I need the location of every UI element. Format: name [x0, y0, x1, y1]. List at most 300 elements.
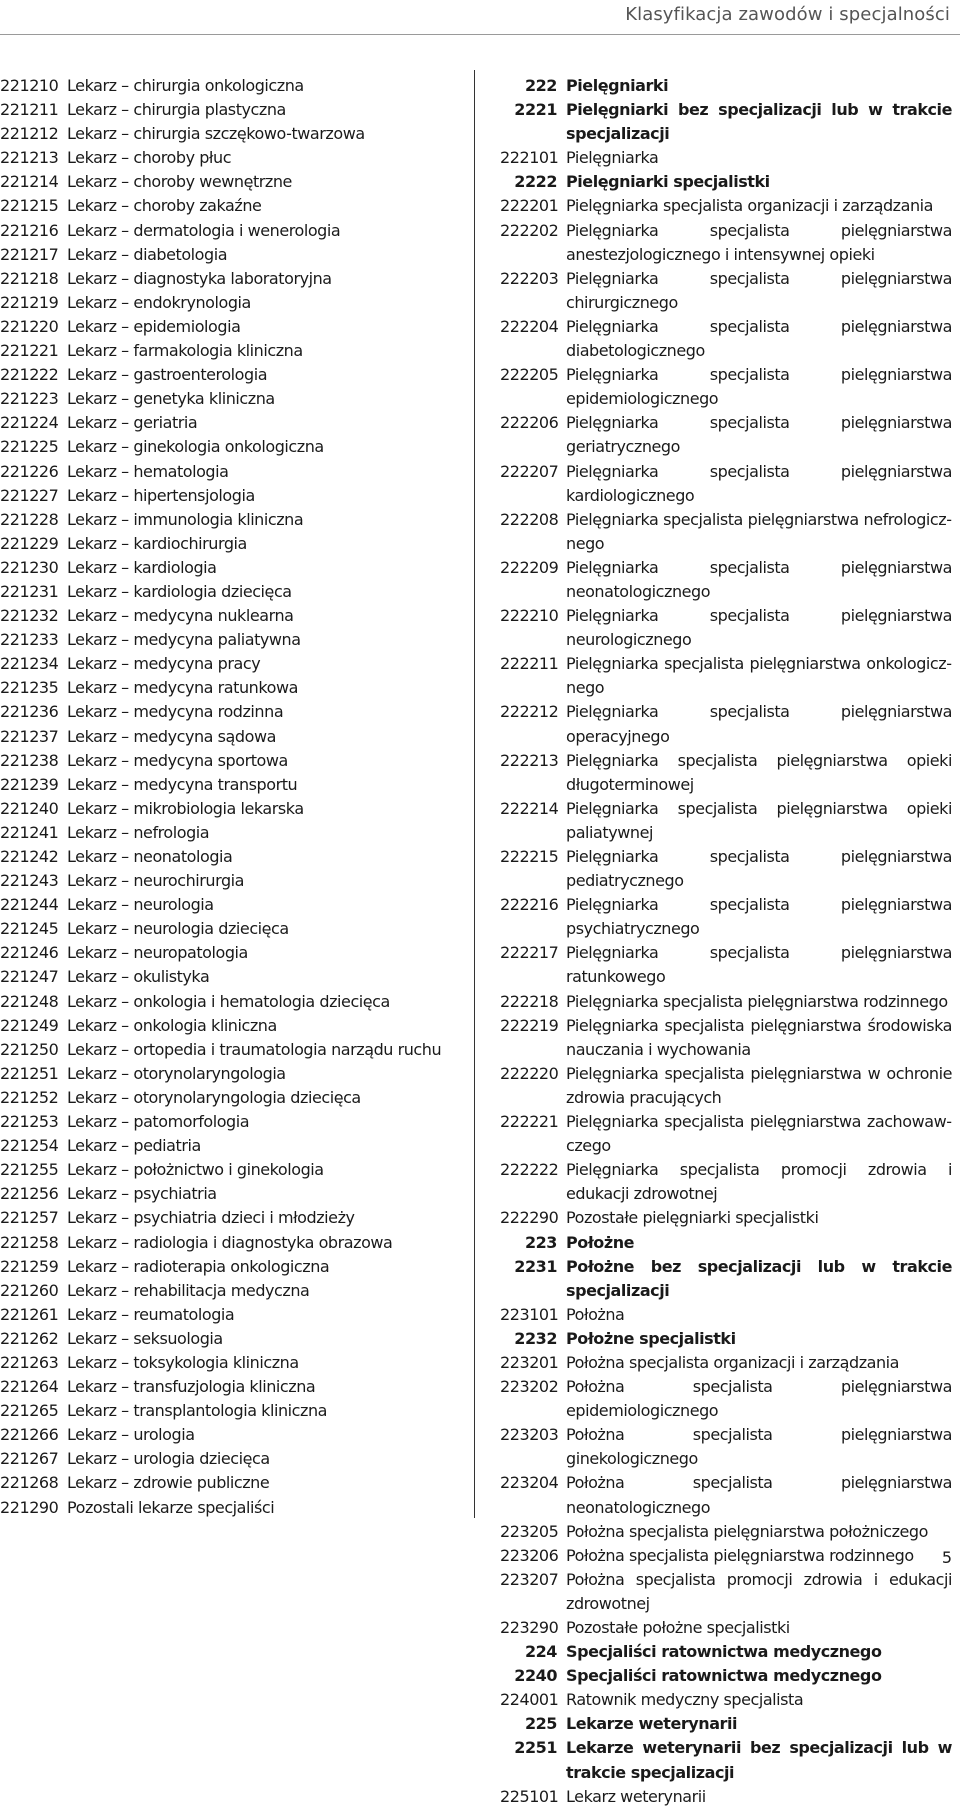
occupation-label: Pielęgniarka specjalista pielęgniarstwa opieki paliatywnej — [566, 798, 952, 842]
occupation-code: 223204 — [500, 1473, 559, 1493]
occupation-code: 222211 — [500, 654, 559, 674]
occupation-label: Lekarz – nefrologia — [67, 822, 210, 842]
occupation-label: Lekarz – reumatologia — [67, 1304, 235, 1324]
occupation-row — [0, 532, 468, 556]
occupation-row — [0, 556, 468, 580]
occupation-label: Lekarze weterynarii — [566, 1714, 738, 1734]
occupation-row — [0, 363, 468, 387]
occupation-code: 221253 — [0, 1112, 59, 1132]
occupation-row — [0, 1255, 468, 1279]
occupation-row — [0, 797, 468, 821]
occupation-code: 221221 — [0, 341, 59, 361]
occupation-label: Lekarz – urologia — [67, 1425, 195, 1445]
occupation-label: Położna specjalista pielęgniarstwa rodzinnego — [566, 1545, 914, 1565]
occupation-row — [0, 652, 468, 676]
occupation-row — [0, 146, 468, 170]
occupation-row — [0, 1086, 468, 1110]
page-number: 5 — [941, 1548, 952, 1567]
occupation-row — [0, 1496, 468, 1520]
occupation-code: 221241 — [0, 822, 59, 842]
occupation-code: 2251 — [514, 1738, 557, 1758]
occupation-code: 221213 — [0, 148, 59, 168]
occupation-code: 221226 — [0, 461, 59, 481]
occupation-code: 2240 — [514, 1666, 557, 1686]
occupation-label: Lekarz – gastroenterologia — [67, 365, 268, 385]
occupation-row — [500, 460, 952, 508]
occupation-row — [0, 315, 468, 339]
occupation-code: 2221 — [514, 100, 557, 120]
occupation-row — [500, 1568, 952, 1616]
occupation-row — [500, 700, 952, 748]
group-heading-row — [500, 1327, 952, 1351]
occupation-row — [0, 869, 468, 893]
occupation-row — [0, 893, 468, 917]
occupation-label: Lekarz – okulistyka — [67, 967, 210, 987]
occupation-code: 222203 — [500, 268, 559, 288]
occupation-label: Lekarz – seksuologia — [67, 1328, 223, 1348]
occupation-row — [500, 990, 952, 1014]
occupation-label: Pielęgniarka specjalista pielęgniarstwa opieki długoterminowej — [566, 750, 952, 794]
occupation-row — [500, 941, 952, 989]
occupation-label: Lekarz – hipertensjologia — [67, 485, 255, 505]
occupation-label: Pielęgniarka specjalista organizacji i zarządzania — [566, 196, 934, 216]
occupation-code: 222290 — [500, 1208, 559, 1228]
occupation-label: Lekarz – onkologia i hematologia dziecięca — [67, 991, 390, 1011]
occupation-label: Lekarz – kardiologia — [67, 557, 217, 577]
occupation-label: Pielęgniarka specjalista pielęgniarstwa onkologicznego — [566, 654, 952, 698]
occupation-row — [0, 1327, 468, 1351]
occupation-label: Specjaliści ratownictwa medycznego — [566, 1666, 882, 1686]
occupation-label: Pielęgniarka specjalista pielęgniarstwa neurologicznego — [566, 606, 952, 650]
occupation-label: Lekarze weterynarii bez specjalizacji lub w trakcie specjalizacji — [566, 1738, 952, 1782]
occupation-row — [0, 990, 468, 1014]
occupation-code: 222209 — [500, 557, 559, 577]
occupation-code: 221261 — [0, 1304, 59, 1324]
occupation-row — [500, 1351, 952, 1375]
occupation-code: 221234 — [0, 654, 59, 674]
occupation-row — [0, 628, 468, 652]
occupation-row — [0, 1303, 468, 1327]
occupation-code: 222101 — [500, 148, 559, 168]
occupation-code: 221238 — [0, 750, 59, 770]
occupation-label: Położne specjalistki — [566, 1328, 736, 1348]
occupation-row — [0, 1182, 468, 1206]
occupation-row — [0, 291, 468, 315]
occupation-row — [0, 484, 468, 508]
occupation-code: 222202 — [500, 220, 559, 240]
occupation-row — [500, 1110, 952, 1158]
occupation-code: 221249 — [0, 1015, 59, 1035]
occupation-code: 221227 — [0, 485, 59, 505]
occupation-label: Lekarz – psychiatria dzieci i młodzieży — [67, 1208, 355, 1228]
occupation-code: 221231 — [0, 581, 59, 601]
occupation-code: 221232 — [0, 606, 59, 626]
occupation-code: 221243 — [0, 871, 59, 891]
occupation-code: 221236 — [0, 702, 59, 722]
occupation-code: 221248 — [0, 991, 59, 1011]
occupation-code: 221255 — [0, 1160, 59, 1180]
occupation-code: 224 — [524, 1642, 557, 1662]
occupation-code: 2222 — [514, 172, 557, 192]
occupation-code: 221260 — [0, 1280, 59, 1300]
occupation-label: Lekarz – neurologia dziecięca — [67, 919, 289, 939]
occupation-label: Lekarz – medycyna sportowa — [67, 750, 288, 770]
occupation-code: 221225 — [0, 437, 59, 457]
occupation-label: Lekarz – epidemiologia — [67, 316, 241, 336]
occupation-code: 222218 — [500, 991, 559, 1011]
group-heading-row — [500, 1231, 952, 1255]
occupation-label: Pielęgniarka specjalista pielęgniarstwa neonatologicznego — [566, 557, 952, 601]
occupation-code: 221268 — [0, 1473, 59, 1493]
occupation-code: 221259 — [0, 1256, 59, 1276]
occupation-label: Lekarz – choroby zakaźne — [67, 196, 262, 216]
occupation-row — [0, 194, 468, 218]
occupation-code: 223 — [524, 1232, 557, 1252]
group-heading-row — [500, 1664, 952, 1688]
occupation-row — [0, 1158, 468, 1182]
occupation-code: 221216 — [0, 220, 59, 240]
occupation-code: 222215 — [500, 847, 559, 866]
occupation-code: 221229 — [0, 533, 59, 553]
occupation-label: Pielęgniarki — [566, 76, 669, 95]
right-column — [500, 74, 952, 1809]
occupation-row — [0, 1351, 468, 1375]
occupation-row — [0, 74, 468, 98]
occupation-label: Pielęgniarka specjalista pielęgniarstwa chirurgicznego — [566, 268, 952, 312]
occupation-row — [500, 1423, 952, 1471]
occupation-code: 224001 — [500, 1690, 559, 1710]
occupation-label: Lekarz – otorynolaryngologia — [67, 1063, 286, 1083]
occupation-code: 221224 — [0, 413, 59, 433]
occupation-row — [500, 845, 952, 893]
occupation-code: 221240 — [0, 798, 59, 818]
occupation-label: Lekarz – neuropatologia — [67, 943, 248, 963]
occupation-label: Lekarz – urologia dziecięca — [67, 1449, 270, 1469]
occupation-label: Pielęgniarka specjalista pielęgniarstwa nefrologicznego — [566, 509, 952, 553]
occupation-code: 221235 — [0, 678, 59, 698]
occupation-row — [0, 387, 468, 411]
occupation-code: 223203 — [500, 1425, 559, 1445]
occupation-row — [500, 1206, 952, 1230]
occupation-row — [0, 1279, 468, 1303]
occupation-label: Ratownik medyczny specjalista — [566, 1690, 804, 1710]
occupation-label: Położne — [566, 1232, 635, 1252]
occupation-row — [0, 411, 468, 435]
occupation-row — [0, 917, 468, 941]
occupation-code: 221214 — [0, 172, 59, 192]
occupation-code: 221215 — [0, 196, 59, 216]
group-heading-row — [500, 98, 952, 146]
occupation-label: Lekarz – patomorfologia — [67, 1112, 250, 1132]
occupation-row — [500, 267, 952, 315]
occupation-label: Pielęgniarka specjalista pielęgniarstwa diabetologicznego — [566, 316, 952, 361]
occupation-row — [500, 1303, 952, 1327]
occupation-code: 221237 — [0, 726, 59, 746]
occupation-row — [500, 749, 952, 797]
occupation-row — [0, 1375, 468, 1399]
occupation-label: Lekarz weterynarii — [566, 1786, 706, 1806]
occupation-row — [0, 1423, 468, 1447]
occupation-row — [0, 508, 468, 532]
occupation-row — [0, 1014, 468, 1038]
occupation-code: 222216 — [500, 895, 559, 915]
occupation-code: 222221 — [500, 1112, 559, 1132]
occupation-code: 221254 — [0, 1136, 59, 1156]
occupation-row — [500, 363, 952, 411]
occupation-row — [0, 845, 468, 869]
occupation-row — [0, 1399, 468, 1423]
occupation-label: Lekarz – medycyna transportu — [67, 774, 298, 794]
occupation-code: 221233 — [0, 630, 59, 650]
occupation-code: 222204 — [500, 316, 559, 336]
occupation-row — [0, 267, 468, 291]
occupation-code: 2231 — [514, 1256, 557, 1276]
occupation-label: Lekarz – genetyka kliniczna — [67, 389, 275, 409]
occupation-label: Pielęgniarka specjalista pielęgniarstwa epidemiologicznego — [566, 365, 952, 409]
occupation-code: 2232 — [514, 1328, 557, 1348]
occupation-row — [0, 749, 468, 773]
occupation-code: 223101 — [500, 1304, 559, 1324]
occupation-label: Pielęgniarka specjalista pielęgniarstwa środowiska nauczania i wychowania — [566, 1015, 952, 1059]
occupation-label: Pielęgniarka specjalista pielęgniarstwa psychiatrycznego — [566, 895, 952, 939]
occupation-label: Lekarz – dermatologia i wenerologia — [67, 220, 341, 240]
occupation-row — [0, 339, 468, 363]
occupation-code: 222213 — [500, 750, 559, 770]
occupation-row — [0, 460, 468, 484]
occupation-code: 221266 — [0, 1425, 59, 1445]
occupation-label: Lekarz – endokrynologia — [67, 292, 251, 312]
occupation-label: Położna specjalista organizacji i zarządzania — [566, 1352, 900, 1372]
occupation-row — [500, 1544, 952, 1568]
occupation-label: Lekarz – diagnostyka laboratoryjna — [67, 268, 332, 288]
group-heading-row — [500, 1736, 952, 1784]
occupation-row — [500, 1062, 952, 1110]
occupation-code: 221257 — [0, 1208, 59, 1228]
occupation-row — [0, 243, 468, 267]
occupation-label: Pielęgniarka — [566, 148, 659, 168]
occupation-label: Lekarz – transplantologia kliniczna — [67, 1401, 328, 1421]
occupation-row — [500, 1520, 952, 1544]
occupation-row — [500, 556, 952, 604]
occupation-row — [500, 411, 952, 459]
occupation-code: 221244 — [0, 895, 59, 915]
occupation-label: Lekarz – kardiologia dziecięca — [67, 581, 292, 601]
occupation-code: 223206 — [500, 1545, 559, 1565]
occupation-label: Lekarz – choroby wewnętrzne — [67, 172, 292, 192]
occupation-code: 221251 — [0, 1063, 59, 1083]
occupation-label: Położna — [566, 1304, 625, 1324]
occupation-label: Lekarz – medycyna nuklearna — [67, 606, 294, 626]
occupation-label: Lekarz – chirurgia plastyczna — [67, 100, 286, 120]
occupation-label: Pielęgniarka specjalista pielęgniarstwa rodzinnego — [566, 991, 948, 1011]
occupation-row — [500, 194, 952, 218]
occupation-row — [0, 1134, 468, 1158]
occupation-code: 221258 — [0, 1232, 59, 1252]
occupation-row — [500, 1158, 952, 1206]
occupation-label: Lekarz – rehabilitacja medyczna — [67, 1280, 310, 1300]
occupation-code: 221264 — [0, 1377, 59, 1397]
occupation-label: Pozostali lekarze specjaliści — [67, 1497, 275, 1517]
occupation-code: 221242 — [0, 847, 59, 866]
occupation-code: 221246 — [0, 943, 59, 963]
occupation-row — [0, 941, 468, 965]
occupation-label: Lekarz – medycyna ratunkowa — [67, 678, 298, 698]
occupation-label: Lekarz – położnictwo i ginekologia — [67, 1160, 324, 1180]
occupation-label: Pielęgniarka specjalista pielęgniarstwa kardiologicznego — [566, 461, 952, 505]
group-heading-row — [500, 1712, 952, 1736]
occupation-row — [0, 435, 468, 459]
occupation-row — [500, 1471, 952, 1519]
occupation-label: Pozostałe pielęgniarki specjalistki — [566, 1208, 819, 1228]
occupation-row — [500, 1785, 952, 1809]
occupation-label: Położna specjalista promocji zdrowia i edukacji zdrowotnej — [566, 1569, 952, 1613]
occupation-label: Pielęgniarka specjalista pielęgniarstwa operacyjnego — [566, 702, 952, 746]
occupation-label: Pielęgniarka specjalista pielęgniarstwa ratunkowego — [566, 943, 952, 987]
occupation-row — [0, 725, 468, 749]
occupation-row — [0, 821, 468, 845]
occupation-row — [0, 773, 468, 797]
occupation-label: Lekarz – medycyna pracy — [67, 654, 261, 674]
occupation-code: 221245 — [0, 919, 59, 939]
occupation-row — [500, 893, 952, 941]
occupation-code: 221217 — [0, 244, 59, 264]
occupation-label: Lekarz – immunologia kliniczna — [67, 509, 304, 529]
occupation-label: Położna specjalista pielęgniarstwa neonatologicznego — [566, 1473, 952, 1517]
left-column — [0, 74, 468, 1520]
occupation-row — [0, 604, 468, 628]
occupation-code: 221250 — [0, 1039, 59, 1059]
occupation-label: Lekarz – radiologia i diagnostyka obrazowa — [67, 1232, 393, 1252]
occupation-label: Lekarz – toksykologia kliniczna — [67, 1352, 299, 1372]
occupation-label: Pielęgniarki specjalistki — [566, 172, 770, 192]
occupation-code: 222222 — [500, 1160, 559, 1180]
occupation-code: 222206 — [500, 413, 559, 433]
occupation-row — [0, 1471, 468, 1495]
occupation-label: Lekarz – transfuzjologia kliniczna — [67, 1377, 316, 1397]
occupation-code: 221210 — [0, 76, 59, 95]
running-header-title: Klasyfikacja zawodów i specjalności — [625, 4, 950, 25]
occupation-label: Pielęgniarka specjalista pielęgniarstwa geriatrycznego — [566, 413, 952, 457]
occupation-code: 222208 — [500, 509, 559, 529]
occupation-code: 221222 — [0, 365, 59, 385]
occupation-label: Lekarz – onkologia kliniczna — [67, 1015, 277, 1035]
occupation-code: 223202 — [500, 1377, 559, 1397]
occupation-label: Lekarz – diabetologia — [67, 244, 228, 264]
occupation-label: Lekarz – chirurgia szczękowo-twarzowa — [67, 124, 365, 144]
occupation-label: Specjaliści ratownictwa medycznego — [566, 1642, 882, 1662]
occupation-code: 221220 — [0, 316, 59, 336]
occupation-label: Lekarz – geriatria — [67, 413, 198, 433]
occupation-label: Lekarz – zdrowie publiczne — [67, 1473, 270, 1493]
occupation-label: Lekarz – ginekologia onkologiczna — [67, 437, 324, 457]
occupation-code: 221265 — [0, 1401, 59, 1421]
occupation-code: 221263 — [0, 1352, 59, 1372]
occupation-code: 221262 — [0, 1328, 59, 1348]
occupation-row — [500, 604, 952, 652]
column-divider — [474, 70, 475, 1518]
occupation-label: Położne bez specjalizacji lub w trakcie specjalizacji — [566, 1256, 952, 1300]
occupation-label: Położna specjalista pielęgniarstwa ginekologicznego — [566, 1425, 952, 1469]
occupation-row — [0, 1447, 468, 1471]
occupation-row — [500, 219, 952, 267]
group-heading-row — [500, 1255, 952, 1303]
occupation-label: Lekarz – neonatologia — [67, 847, 233, 866]
occupation-label: Pozostałe położne specjalistki — [566, 1618, 790, 1637]
occupation-code: 222210 — [500, 606, 559, 626]
occupation-label: Lekarz – ortopedia i traumatologia narządu ruchu — [67, 1039, 442, 1059]
occupation-row — [0, 1038, 468, 1062]
occupation-code: 221230 — [0, 557, 59, 577]
occupation-label: Lekarz – chirurgia onkologiczna — [67, 76, 304, 95]
occupation-code: 222220 — [500, 1063, 559, 1083]
occupation-code: 221223 — [0, 389, 59, 409]
occupation-code: 221218 — [0, 268, 59, 288]
occupation-row — [500, 1375, 952, 1423]
occupation-label: Pielęgniarka specjalista pielęgniarstwa anestezjologicznego i intensywnej opieki — [566, 220, 952, 264]
occupation-row — [0, 1062, 468, 1086]
occupation-row — [0, 122, 468, 146]
occupation-code: 221228 — [0, 509, 59, 529]
occupation-code: 221256 — [0, 1184, 59, 1204]
occupation-row — [500, 315, 952, 363]
occupation-label: Pielęgniarka specjalista promocji zdrowia i edukacji zdrowotnej — [566, 1160, 952, 1204]
occupation-row — [0, 700, 468, 724]
occupation-row — [500, 1688, 952, 1712]
occupation-label: Lekarz – psychiatria — [67, 1184, 217, 1204]
occupation-label: Lekarz – radioterapia onkologiczna — [67, 1256, 330, 1276]
occupation-row — [0, 98, 468, 122]
occupation-code: 222219 — [500, 1015, 559, 1035]
occupation-row — [500, 146, 952, 170]
occupation-row — [500, 1014, 952, 1062]
occupation-row — [500, 1616, 952, 1640]
occupation-row — [0, 219, 468, 243]
occupation-label: Pielęgniarka specjalista pielęgniarstwa pediatrycznego — [566, 847, 952, 891]
occupation-code: 223201 — [500, 1352, 559, 1372]
group-heading-row — [500, 170, 952, 194]
occupation-code: 222207 — [500, 461, 559, 481]
occupation-label: Lekarz – medycyna rodzinna — [67, 702, 284, 722]
occupation-label: Lekarz – medycyna paliatywna — [67, 630, 301, 650]
occupation-row — [0, 170, 468, 194]
occupation-label: Lekarz – mikrobiologia lekarska — [67, 798, 304, 818]
occupation-label: Położna specjalista pielęgniarstwa epidemiologicznego — [566, 1377, 952, 1421]
occupation-code: 221212 — [0, 124, 59, 144]
occupation-row — [500, 508, 952, 556]
occupation-label: Pielęgniarki bez specjalizacji lub w trakcie specjalizacji — [566, 100, 952, 144]
occupation-code: 221247 — [0, 967, 59, 987]
occupation-label: Lekarz – pediatria — [67, 1136, 201, 1156]
occupation-row — [0, 1206, 468, 1230]
occupation-code: 222212 — [500, 702, 559, 722]
occupation-code: 222201 — [500, 196, 559, 216]
occupation-label: Lekarz – medycyna sądowa — [67, 726, 276, 746]
occupation-row — [500, 652, 952, 700]
occupation-code: 225101 — [500, 1786, 559, 1806]
group-heading-row — [500, 74, 952, 98]
occupation-row — [0, 1110, 468, 1134]
page-header — [0, 0, 960, 48]
occupation-code: 222217 — [500, 943, 559, 963]
occupation-label: Lekarz – neurologia — [67, 895, 214, 915]
occupation-code: 221290 — [0, 1497, 59, 1517]
group-heading-row — [500, 1640, 952, 1664]
occupation-label: Lekarz – kardiochirurgia — [67, 533, 247, 553]
occupation-code: 225 — [524, 1714, 557, 1734]
occupation-code: 221219 — [0, 292, 59, 312]
occupation-code: 222 — [524, 76, 557, 95]
occupation-row — [500, 797, 952, 845]
